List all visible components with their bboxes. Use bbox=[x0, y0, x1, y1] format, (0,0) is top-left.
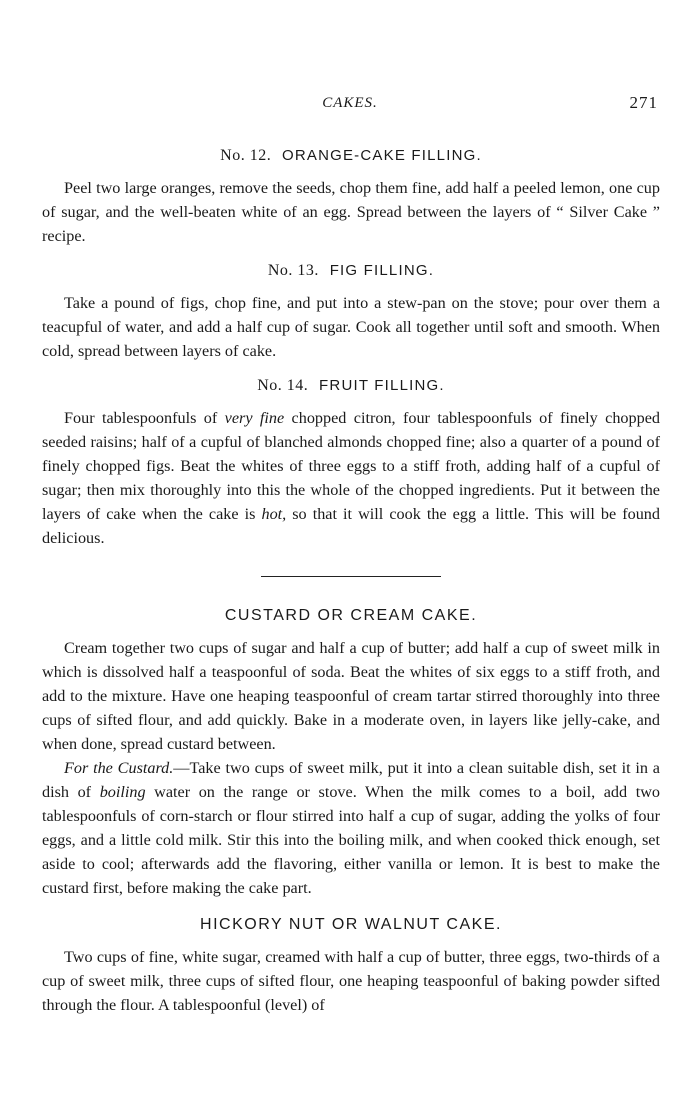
emphasis-text: hot, bbox=[261, 505, 287, 523]
recipe-title: ORANGE-CAKE FILLING. bbox=[281, 147, 482, 164]
recipe-fruit-filling bbox=[42, 375, 660, 550]
recipe-number: No. 12. bbox=[220, 147, 272, 164]
emphasis-text: For the Custard. bbox=[64, 759, 174, 777]
recipe-number: No. 13. bbox=[267, 262, 319, 279]
recipe-text: Cream together two cups of sugar and half a cup of butter; add half a cup of sweet milk in which is dissolved half a teaspoonful of soda. Beat the whites of six eggs to a stiff froth, and add to the mixture. Have one heaping teaspoonful of cream tartar stirred thoroughly into three cups of sifted flour, and add quickly. Bake in a moderate oven, in layers like jelly-cake, and when done, spread custard between. bbox=[42, 639, 660, 753]
recipe-heading: HICKORY NUT OR WALNUT CAKE. bbox=[200, 916, 502, 933]
text-run: water on the range or stove. When the milk comes to a boil, add two tablespoonfuls of corn-starch or flour stirred into half a cup of sugar, adding the yolks of four eggs, and a little cold milk. Stir this into the boiling milk, and when cooked thick enough, set aside to cool; afterwards add the flavoring, either vanilla or lemon. It is best to make the custard first, before making the cake part. bbox=[42, 783, 661, 897]
running-head bbox=[0, 95, 700, 119]
recipe-text: Take a pound of figs, chop fine, and put into a stew-pan on the stove; pour over them a teacupful of water, and add a half cup of sugar. Cook all together until soft and smooth. When cold, spread between layers of cake. bbox=[42, 294, 660, 360]
text-run: —Take two cups of sweet milk, put it into a clean suitable dish, set it in a dish of bbox=[42, 759, 660, 801]
recipe-title: FIG FILLING. bbox=[329, 262, 435, 279]
recipe-fig-filling bbox=[42, 260, 660, 363]
recipe-orange-cake-filling bbox=[42, 145, 660, 248]
text-run: chopped citron, four tablespoonfuls of finely chopped seeded raisins; half of a cupful of blanched almonds chopped fine; also a quarter of a pound of finely chopped figs. Beat the whites of three eggs to a stiff froth, adding half of a cupful of sugar; then mix thoroughly into this the whole of the chopped ingredients. Put it between the layers of cake when the cake is bbox=[42, 409, 660, 523]
emphasis-text: very fine bbox=[224, 409, 285, 427]
text-run: so that it will cook the egg a little. This will be found delicious. bbox=[42, 505, 660, 547]
emphasis-text: boiling bbox=[99, 783, 146, 801]
recipe-text: Two cups of fine, white sugar, creamed with half a cup of butter, three eggs, two-thirds of a cup of sweet milk, three cups of sifted flour, one heaping teaspoonful of baking powder sifted through the flour. A tablespoonful (level) of bbox=[42, 948, 660, 1014]
recipe-text bbox=[42, 406, 660, 550]
recipe-number: No. 14. bbox=[257, 377, 309, 394]
recipe-heading bbox=[42, 375, 660, 397]
recipe-hickory-nut-cake bbox=[42, 914, 660, 1017]
custard-text bbox=[42, 756, 660, 900]
recipe-heading: CUSTARD OR CREAM CAKE. bbox=[224, 607, 478, 624]
recipe-heading bbox=[42, 145, 660, 167]
running-title: CAKES. bbox=[322, 95, 378, 111]
recipe-text: Peel two large oranges, remove the seeds, chop them fine, add half a peeled lemon, one cup of sugar, and the well-beaten white of an egg. Spread between the layers of “ Silver Cake ” recipe. bbox=[42, 179, 660, 245]
recipe-heading bbox=[42, 260, 660, 282]
recipe-custard-cream-cake bbox=[42, 605, 660, 900]
section-divider bbox=[261, 576, 441, 577]
recipe-title: FRUIT FILLING. bbox=[319, 377, 445, 394]
text-run: Four tablespoonfuls of bbox=[64, 409, 225, 427]
page-content bbox=[42, 145, 660, 1023]
page-number: 271 bbox=[629, 93, 658, 112]
